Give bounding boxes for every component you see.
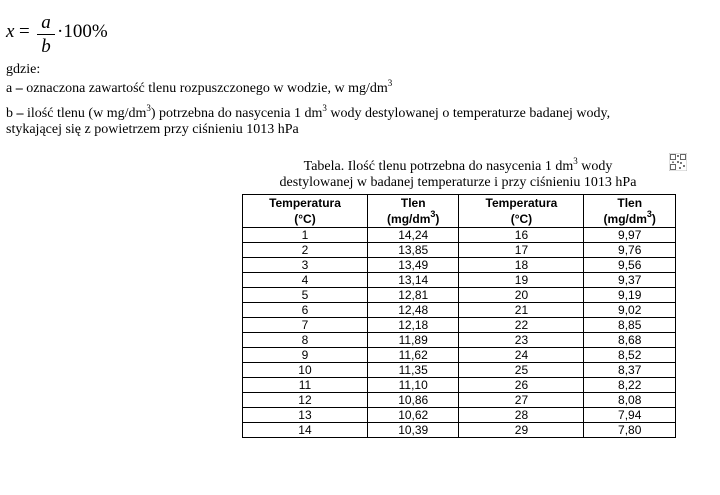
table-cell: 10,39 xyxy=(367,423,459,438)
table-cell: 11,62 xyxy=(367,348,459,363)
caption-sup: 3 xyxy=(573,156,578,166)
definition-b-sup-1: 3 xyxy=(146,103,151,113)
header-temperature-2: Temperatura xyxy=(459,195,584,212)
table-cell: 11 xyxy=(243,378,368,393)
header-oxygen-unit-2-sup: 3 xyxy=(646,208,652,219)
table-cell: 14 xyxy=(243,423,368,438)
table-cell: 7,94 xyxy=(584,408,676,423)
table-cell: 22 xyxy=(459,318,584,333)
table-cell: 6 xyxy=(243,303,368,318)
table-row xyxy=(243,378,676,393)
definition-b-line-2: stykającej się z powietrzem przy ciśnieniu 1013 hPa xyxy=(6,122,299,137)
table-cell: 10,86 xyxy=(367,393,459,408)
table-cell: 9,56 xyxy=(584,258,676,273)
definition-b-text-2: ) potrzebna do nasycenia 1 dm xyxy=(150,106,323,121)
table-cell: 4 xyxy=(243,273,368,288)
table-row xyxy=(243,258,676,273)
table-cell: 13,14 xyxy=(367,273,459,288)
table-cell: 7 xyxy=(243,318,368,333)
table-cell: 25 xyxy=(459,363,584,378)
definition-b-text-1: ilość tlenu (w mg/dm xyxy=(27,106,147,121)
table-cell: 14,24 xyxy=(367,228,459,243)
header-oxygen-unit-2 xyxy=(584,208,676,228)
definition-a-label: a xyxy=(6,81,13,96)
header-oxygen-unit-2-text: (mg/dm xyxy=(603,211,647,226)
header-oxygen-unit-1 xyxy=(367,208,459,228)
table-row xyxy=(243,393,676,408)
table-row xyxy=(243,303,676,318)
table-cell: 12,81 xyxy=(367,288,459,303)
caption-line-1-end: wody xyxy=(577,159,613,174)
table-row xyxy=(243,363,676,378)
qr-code-icon xyxy=(669,153,687,171)
formula-lhs: x xyxy=(6,21,15,42)
table-row xyxy=(243,348,676,363)
header-oxygen-1: Tlen xyxy=(367,195,459,212)
table-cell: 26 xyxy=(459,378,584,393)
table-cell: 16 xyxy=(459,228,584,243)
table-cell: 8,37 xyxy=(584,363,676,378)
table-cell: 13,49 xyxy=(367,258,459,273)
header-temperature-unit-1: (°C) xyxy=(243,211,368,228)
table-cell: 10,62 xyxy=(367,408,459,423)
caption-line-1-text: Tabela. Ilość tlenu potrzebna do nasycenia 1 dm xyxy=(303,159,574,174)
table-cell: 7,80 xyxy=(584,423,676,438)
table-cell: 19 xyxy=(459,273,584,288)
table-row xyxy=(243,228,676,243)
table-cell: 13,85 xyxy=(367,243,459,258)
definition-b-sup-2: 3 xyxy=(322,103,327,113)
oxygen-saturation-table xyxy=(242,194,676,438)
table-cell: 8,52 xyxy=(584,348,676,363)
table-header-row-1 xyxy=(243,195,676,212)
table-row xyxy=(243,318,676,333)
table-cell: 28 xyxy=(459,408,584,423)
formula-multiplier: ·100% xyxy=(57,21,108,42)
table-header-row-2 xyxy=(243,211,676,228)
header-oxygen-unit-1-close: ) xyxy=(435,211,440,226)
where-label: gdzie: xyxy=(6,62,41,77)
table-cell: 1 xyxy=(243,228,368,243)
table-cell: 5 xyxy=(243,288,368,303)
table-cell: 8,08 xyxy=(584,393,676,408)
formula-fraction xyxy=(36,12,56,57)
definition-b: b – ilość tlenu (w $mg/dm^3$) potrzebna do nasycenia 1 $dm^3$ wody destylowanej o temperaturze badanej wody, xyxy=(6,103,611,121)
table-cell: 11,89 xyxy=(367,333,459,348)
table-cell: 9,02 xyxy=(584,303,676,318)
header-temperature-1: Temperatura xyxy=(243,195,368,212)
caption-line-2: destylowanej w badanej temperaturze i przy ciśnieniu 1013 hPa xyxy=(279,175,637,190)
table-cell: 8,85 xyxy=(584,318,676,333)
table-cell: 10 xyxy=(243,363,368,378)
table-cell: 9 xyxy=(243,348,368,363)
table-cell: 8,22 xyxy=(584,378,676,393)
table-cell: 8,68 xyxy=(584,333,676,348)
table-row xyxy=(243,273,676,288)
header-oxygen-unit-1-sup: 3 xyxy=(430,208,436,219)
table-row xyxy=(243,288,676,303)
table-cell: 8 xyxy=(243,333,368,348)
table-cell: 29 xyxy=(459,423,584,438)
table-row xyxy=(243,333,676,348)
formula-denominator: b xyxy=(41,36,51,57)
table-cell: 13 xyxy=(243,408,368,423)
definition-a-sup: 3 xyxy=(387,78,393,88)
table-cell: 9,37 xyxy=(584,273,676,288)
table-row xyxy=(243,243,676,258)
caption-line-1 xyxy=(240,156,676,175)
header-oxygen-2: Tlen xyxy=(584,195,676,212)
table-cell: 9,76 xyxy=(584,243,676,258)
table-cell: 17 xyxy=(459,243,584,258)
formula-numerator: a xyxy=(41,12,51,33)
table-cell: 21 xyxy=(459,303,584,318)
table-row xyxy=(243,423,676,438)
definition-b-text-3: wody destylowanej o temperaturze badanej wody, xyxy=(326,106,611,121)
table-body xyxy=(243,228,676,438)
table-cell: 11,35 xyxy=(367,363,459,378)
header-oxygen-unit-2-close: ) xyxy=(651,211,656,226)
table-cell: 12,18 xyxy=(367,318,459,333)
table-cell: 12 xyxy=(243,393,368,408)
header-oxygen-unit-1-text: (mg/dm xyxy=(387,211,431,226)
table-cell: 23 xyxy=(459,333,584,348)
table-cell: 18 xyxy=(459,258,584,273)
definition-b-label: b xyxy=(6,106,13,121)
formula-equals: = xyxy=(19,21,30,42)
table-cell: 27 xyxy=(459,393,584,408)
definition-a-text: oznaczona zawartość tlenu rozpuszczonego w wodzie, w mg/dm xyxy=(26,81,388,96)
table-cell: 20 xyxy=(459,288,584,303)
table-row xyxy=(243,408,676,423)
definition-a: a – oznaczona zawartość tlenu rozpuszczonego w wodzie, w $mg/dm^3$ xyxy=(6,78,393,96)
table-cell: 9,97 xyxy=(584,228,676,243)
table-caption xyxy=(240,156,676,191)
table-cell: 24 xyxy=(459,348,584,363)
table-cell: 9,19 xyxy=(584,288,676,303)
table-cell: 11,10 xyxy=(367,378,459,393)
table-cell: 2 xyxy=(243,243,368,258)
table-cell: 3 xyxy=(243,258,368,273)
table-cell: 12,48 xyxy=(367,303,459,318)
header-temperature-unit-2: (°C) xyxy=(459,211,584,228)
